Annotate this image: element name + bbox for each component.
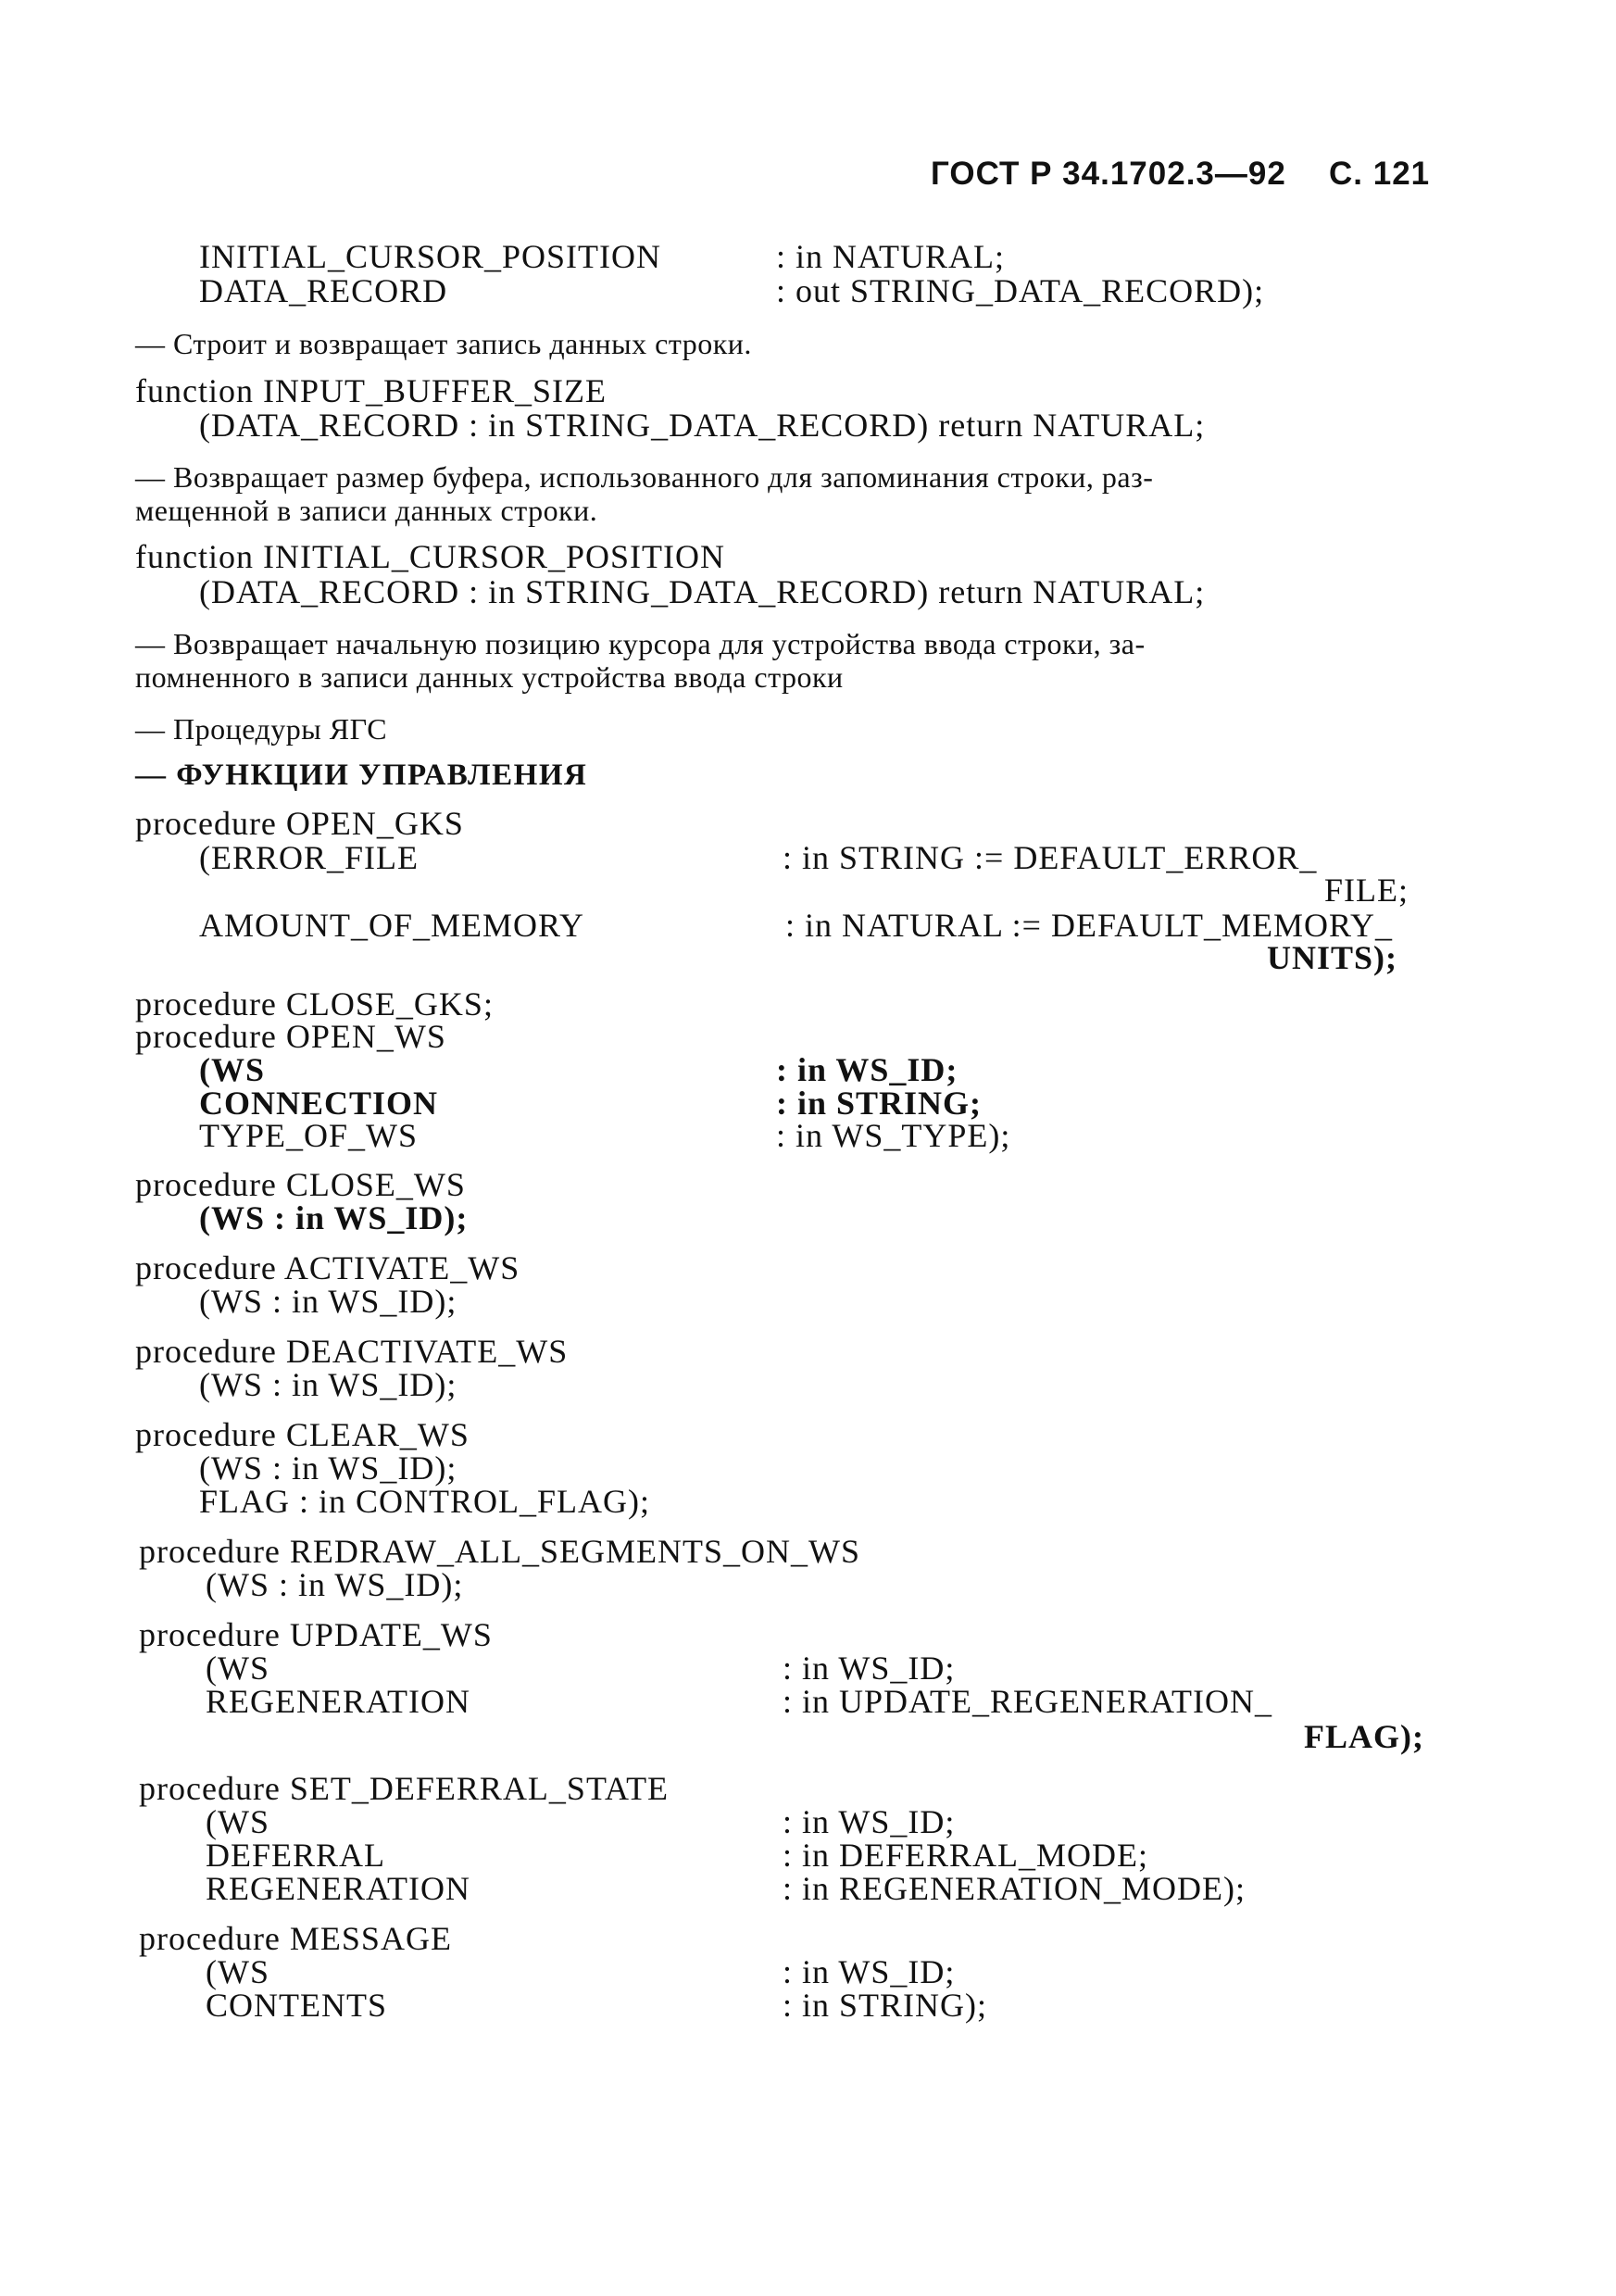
code-line: (DATA_RECORD : in STRING_DATA_RECORD) return NATURAL; [199,407,1206,444]
code-line: : in WS_ID; [783,1953,956,1990]
code-line: FLAG); [1304,1718,1424,1755]
code-line: (DATA_RECORD : in STRING_DATA_RECORD) return NATURAL; [199,573,1206,610]
code-line: : out STRING_DATA_RECORD); [776,272,1265,309]
comment-line: помненного в записи данных устройства ввода строки [135,660,844,694]
code-line: DEFERRAL [206,1837,386,1874]
comment-line: — Процедуры ЯГС [135,712,388,746]
procedure-line: procedure REDRAW_ALL_SEGMENTS_ON_WS [139,1533,861,1570]
code-line: CONTENTS [206,1987,387,2024]
procedure-line: procedure SET_DEFERRAL_STATE [139,1770,670,1807]
code-line: : in UPDATE_REGENERATION_ [783,1683,1272,1720]
code-line: INITIAL_CURSOR_POSITION [199,238,661,275]
procedure-line: procedure CLOSE_GKS; [135,985,494,1023]
code-line: UNITS); [1267,939,1398,976]
code-line: TYPE_OF_WS [199,1117,419,1154]
code-line: DATA_RECORD [199,272,448,309]
code-line: AMOUNT_OF_MEMORY [199,907,585,944]
comment-line: — Возвращает начальную позицию курсора для устройства ввода строки, за- [135,627,1146,660]
code-line: : in WS_ID; [783,1650,956,1687]
code-line: : in STRING; [776,1085,983,1122]
code-line: (WS : in WS_ID); [199,1366,457,1403]
code-line: CONNECTION [199,1085,439,1122]
comment-line: — Строит и возвращает запись данных строки. [135,327,752,360]
code-line: FLAG : in CONTROL_FLAG); [199,1483,651,1520]
procedure-line: procedure CLOSE_WS [135,1166,466,1203]
code-line: : in WS_ID; [783,1803,956,1840]
procedure-line: procedure OPEN_WS [135,1018,446,1055]
code-line: : in REGENERATION_MODE); [783,1870,1246,1907]
code-line: : in STRING); [783,1987,988,2024]
code-line: FILE; [1324,872,1409,909]
page-number: С. 121 [1329,156,1431,192]
code-line: (WS [206,1803,269,1840]
code-line: (WS [199,1051,266,1088]
procedure-line: procedure ACTIVATE_WS [135,1249,520,1286]
code-line: : in NATURAL; [776,238,1005,275]
code-line: : in DEFERRAL_MODE; [783,1837,1149,1874]
comment-line: мещенной в записи данных строки. [135,494,598,527]
code-line: (WS [206,1650,269,1687]
code-line: (WS : in WS_ID); [206,1566,464,1603]
code-line: (WS : in WS_ID); [199,1283,457,1320]
code-line: (WS [206,1953,269,1990]
comment-line: — Возвращает размер буфера, использованного для запоминания строки, раз- [135,460,1154,494]
code-line: function INITIAL_CURSOR_POSITION [135,538,725,575]
code-line: : in WS_TYPE); [776,1117,1011,1154]
procedure-line: procedure CLEAR_WS [135,1416,470,1453]
procedure-line: procedure UPDATE_WS [139,1616,493,1653]
code-line: REGENERATION [206,1683,470,1720]
document-number: ГОСТ Р 34.1702.3—92 [931,156,1286,192]
code-line: function INPUT_BUFFER_SIZE [135,372,608,409]
procedure-line: procedure DEACTIVATE_WS [135,1333,569,1370]
code-line: (ERROR_FILE [199,839,420,876]
code-line: : in WS_ID; [776,1051,958,1088]
procedure-line: procedure OPEN_GKS [135,805,464,842]
code-line: (WS : in WS_ID); [199,1199,469,1236]
code-line: : in STRING := DEFAULT_ERROR_ [783,839,1318,876]
code-line: REGENERATION [206,1870,470,1907]
code-line: : in NATURAL := DEFAULT_MEMORY_ [785,907,1394,944]
section-heading: — ФУНКЦИИ УПРАВЛЕНИЯ [135,759,588,792]
procedure-line: procedure MESSAGE [139,1920,452,1957]
code-line: (WS : in WS_ID); [199,1449,457,1487]
